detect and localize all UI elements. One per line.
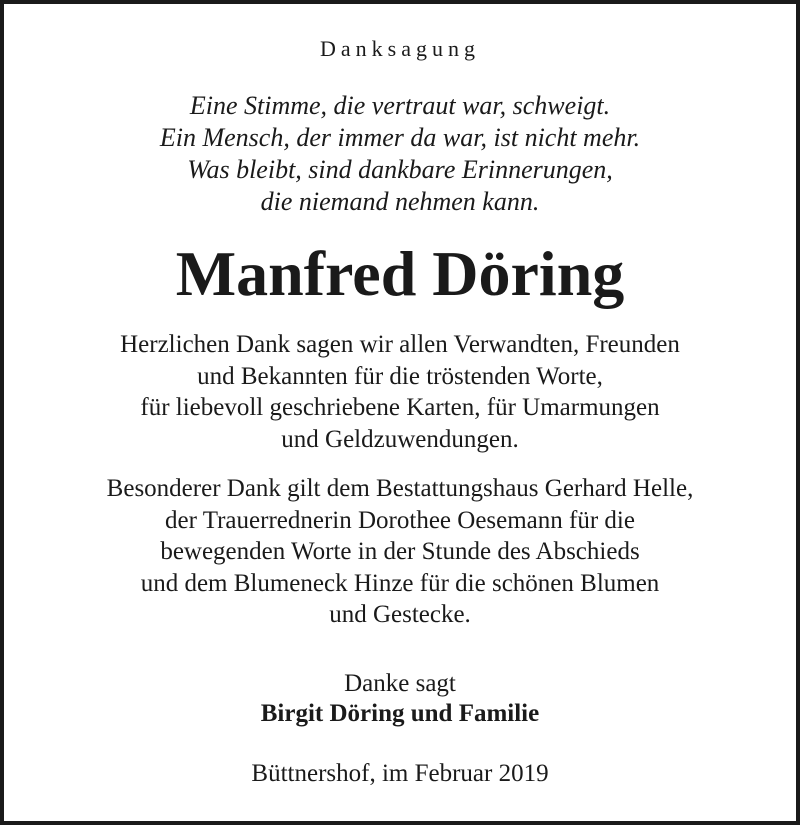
- signer-name: Birgit Döring und Familie: [260, 700, 540, 727]
- place-and-date: Büttnershof, im Februar 2019: [251, 760, 549, 787]
- paragraph-line: und dem Blumeneck Hinze für die schönen Blumen: [140, 569, 660, 597]
- poem-line: Eine Stimme, die vertraut war, schweigt.: [189, 91, 611, 120]
- notice-heading: Danksagung: [320, 36, 480, 61]
- paragraph-line: Herzlichen Dank sagen wir allen Verwandten, Freunden: [120, 331, 680, 358]
- poem-line: Was bleibt, sind dankbare Erinnerungen,: [187, 155, 613, 184]
- paragraph-line: Besonderer Dank gilt dem Bestattungshaus Gerhard Helle,: [106, 475, 694, 502]
- deceased-name: Manfred Döring: [175, 238, 625, 309]
- paragraph-line: und Geldzuwendungen.: [281, 425, 519, 453]
- memorial-poem: [4, 90, 796, 218]
- paragraph-line: für liebevoll geschriebene Karten, für Umarmungen: [140, 394, 660, 421]
- poem-line: die niemand nehmen kann.: [260, 187, 540, 216]
- paragraph-line: der Trauerrednerin Dorothee Oesemann für die: [165, 506, 635, 534]
- paragraph-line: und Gestecke.: [329, 601, 471, 628]
- thanks-paragraph-special: [4, 473, 796, 631]
- thanks-line: Danke sagt: [344, 670, 456, 697]
- paragraph-line: bewegenden Worte in der Stunde des Abschieds: [160, 538, 640, 565]
- thanks-paragraph-general: [4, 329, 796, 455]
- paragraph-line: und Bekannten für die tröstenden Worte,: [197, 362, 603, 390]
- poem-line: Ein Mensch, der immer da war, ist nicht mehr.: [159, 123, 641, 152]
